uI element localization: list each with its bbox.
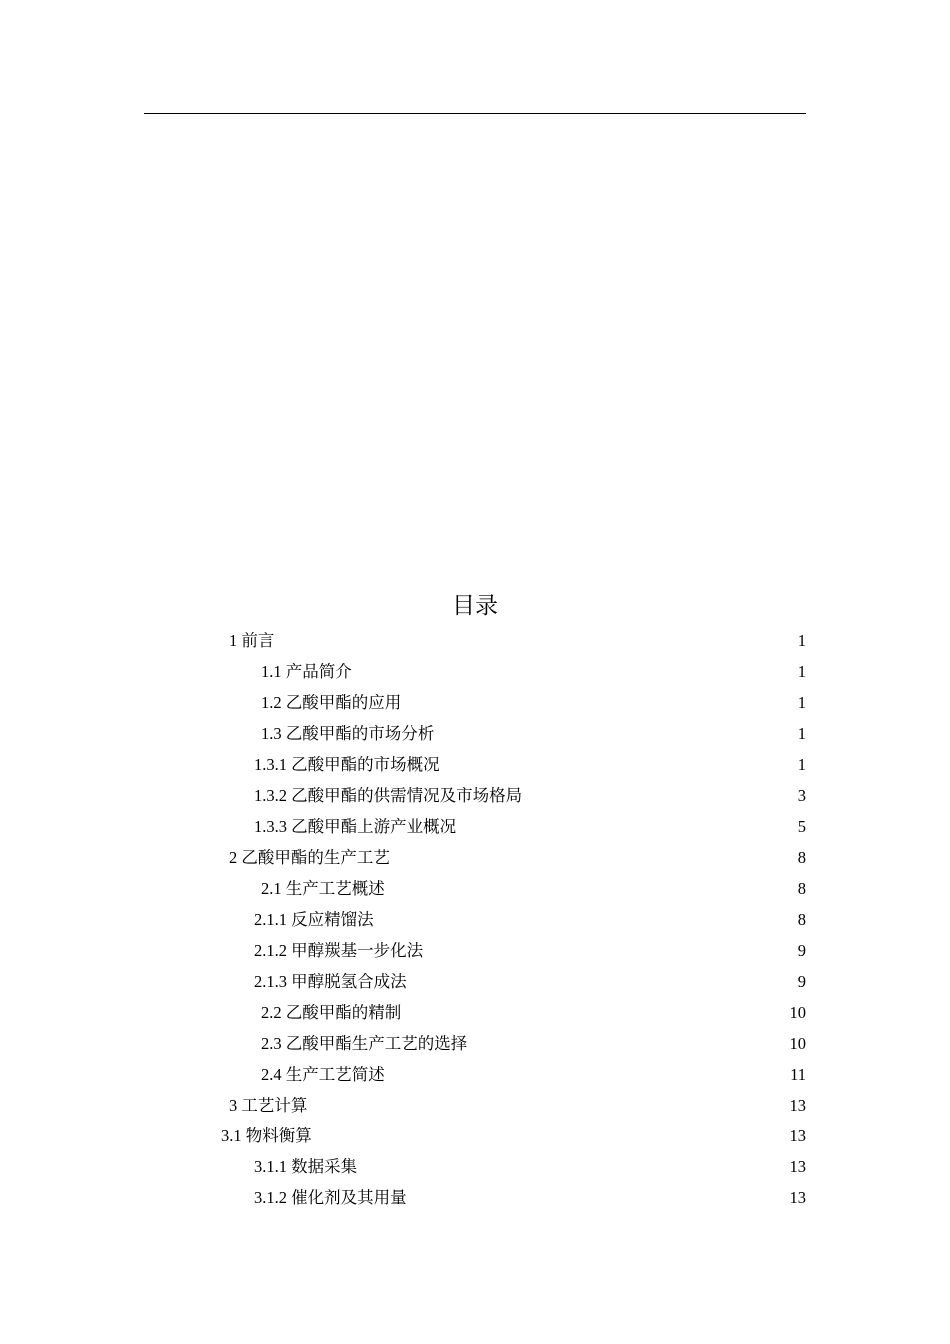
- toc-entry-label: 2 乙酸甲酯的生产工艺: [229, 848, 390, 867]
- toc-entry-page: 5: [797, 817, 806, 836]
- toc-entry[interactable]: [254, 1155, 806, 1179]
- toc-entry-page: 13: [789, 1157, 806, 1176]
- toc-entry-label: 2.1.3 甲醇脱氢合成法: [254, 972, 407, 991]
- toc-entry-page: 11: [790, 1065, 806, 1084]
- toc-entry[interactable]: [261, 1032, 806, 1056]
- toc-entry-label: 2.4 生产工艺简述: [261, 1065, 385, 1084]
- toc-entry[interactable]: [261, 1001, 806, 1025]
- toc-entry[interactable]: [254, 815, 806, 839]
- toc-entry[interactable]: [254, 1186, 806, 1210]
- toc-entry-page: 8: [797, 848, 806, 867]
- toc-entry[interactable]: [229, 629, 806, 653]
- toc-entry-label: 3.1 物料衡算: [221, 1126, 312, 1145]
- toc-entry[interactable]: [254, 908, 806, 932]
- toc-entry-label: 1.3.1 乙酸甲酯的市场概况: [254, 755, 440, 774]
- toc-entry-page: 13: [789, 1096, 806, 1115]
- toc-entry[interactable]: [261, 660, 806, 684]
- toc-entry-page: 1: [797, 662, 806, 681]
- toc-entry[interactable]: [254, 970, 806, 994]
- toc-entry-page: 10: [789, 1034, 806, 1053]
- toc-entry[interactable]: [229, 1094, 806, 1118]
- toc-title: 目录: [452, 593, 498, 618]
- toc-entry-page: 1: [797, 693, 806, 712]
- toc-entry-page: 8: [797, 910, 806, 929]
- toc-entry-label: 1.3.2 乙酸甲酯的供需情况及市场格局: [254, 786, 523, 805]
- toc-entry-label: 1.2 乙酸甲酯的应用: [261, 693, 402, 712]
- toc-entry-label: 1 前言: [229, 631, 275, 650]
- toc-entry-page: 13: [789, 1126, 806, 1145]
- toc-entry-page: 9: [797, 972, 806, 991]
- toc-entry-page: 10: [789, 1003, 806, 1022]
- toc-entry[interactable]: [254, 784, 806, 808]
- toc-entry-page: 13: [789, 1188, 806, 1207]
- toc-entry[interactable]: [261, 1063, 806, 1087]
- toc-entry-label: 1.3 乙酸甲酯的市场分析: [261, 724, 435, 743]
- toc-entry[interactable]: [229, 846, 806, 870]
- toc-entry[interactable]: [221, 1124, 806, 1148]
- toc-entry-label: 3.1.2 催化剂及其用量: [254, 1188, 407, 1207]
- toc-entry-label: 3.1.1 数据采集: [254, 1157, 358, 1176]
- toc-entry-label: 1.1 产品简介: [261, 662, 352, 681]
- toc-entry-page: 8: [797, 879, 806, 898]
- toc-entry-page: 9: [797, 941, 806, 960]
- toc-entry-page: 1: [797, 631, 806, 650]
- toc-entry[interactable]: [254, 753, 806, 777]
- toc-entry-label: 2.1.2 甲醇羰基一步化法: [254, 941, 424, 960]
- header-rule: [144, 113, 806, 114]
- toc-entry-page: 3: [797, 786, 806, 805]
- toc-entry[interactable]: [261, 877, 806, 901]
- toc-entry-label: 3 工艺计算: [229, 1096, 308, 1115]
- toc-entry[interactable]: [254, 939, 806, 963]
- toc-entry-label: 2.1 生产工艺概述: [261, 879, 385, 898]
- toc-entry[interactable]: [261, 722, 806, 746]
- toc-entry-label: 2.2 乙酸甲酯的精制: [261, 1003, 402, 1022]
- toc-entry[interactable]: [261, 691, 806, 715]
- toc-entry-page: 1: [797, 755, 806, 774]
- toc-entry-label: 1.3.3 乙酸甲酯上游产业概况: [254, 817, 457, 836]
- toc-entry-page: 1: [797, 724, 806, 743]
- toc-entry-label: 2.3 乙酸甲酯生产工艺的选择: [261, 1034, 468, 1053]
- toc-entry-label: 2.1.1 反应精馏法: [254, 910, 374, 929]
